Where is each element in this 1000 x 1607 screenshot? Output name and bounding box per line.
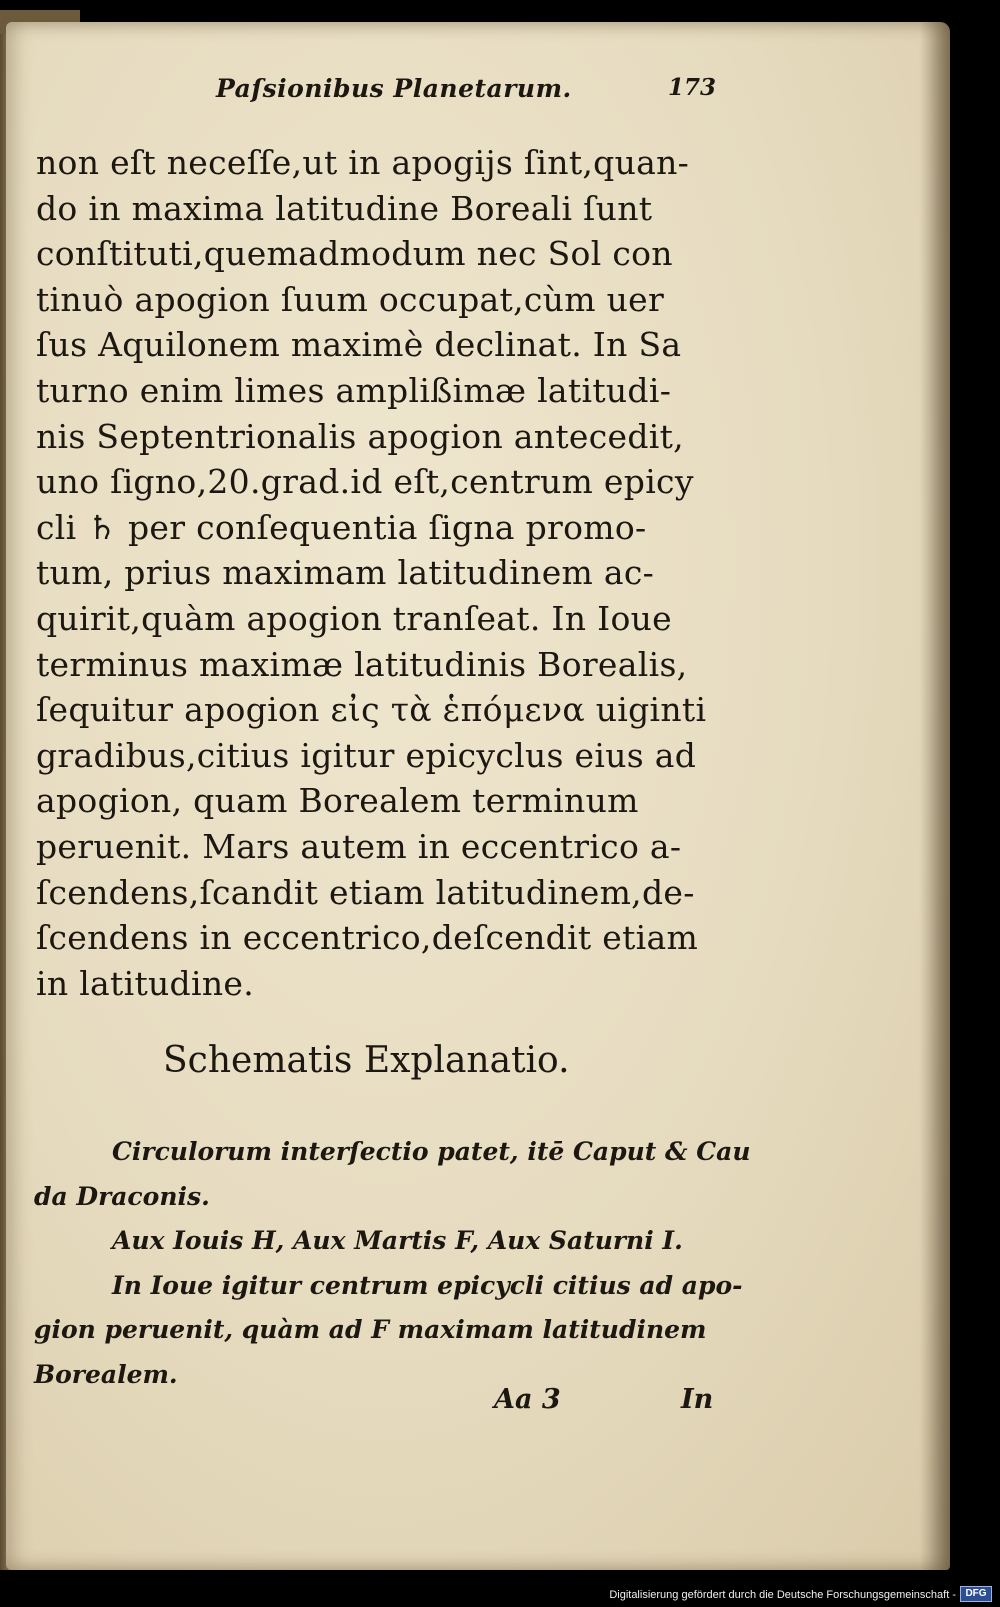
section-heading: Schematis Explanatio. bbox=[163, 1040, 570, 1081]
catchword: In bbox=[681, 1384, 714, 1415]
text-line: turno enim limes amplißimæ latitudi- bbox=[36, 370, 672, 410]
caption-line: Aux Iouis H, Aux Martis F, Aux Saturni I. bbox=[112, 1226, 683, 1255]
text-line: quirit,quàm apogion tranſeat. In Ioue bbox=[36, 598, 672, 638]
text-line: ſcendens,ſcandit etiam latitudinem,de- bbox=[36, 872, 695, 912]
text-line: uno ſigno,20.grad.id eſt,centrum epicy bbox=[36, 462, 694, 502]
caption-line: Borealem. bbox=[34, 1359, 178, 1389]
dfg-logo-icon: DFG bbox=[960, 1586, 992, 1602]
caption-line: In Ioue igitur centrum epicycli citius ad apo- bbox=[112, 1270, 743, 1300]
footer-bar bbox=[0, 1577, 1000, 1607]
text-line: ſequitur apogion εἰς τὰ ἑπόμενα uiginti bbox=[36, 690, 707, 730]
folio-number: 173 bbox=[668, 74, 717, 101]
book-page bbox=[6, 22, 950, 1570]
text-line: terminus maximæ latitudinis Borealis, bbox=[36, 644, 688, 684]
text-line: apogion, quam Borealem terminum bbox=[36, 781, 639, 821]
text-line: non eſt neceſſe,ut in apogijs ſint,quan- bbox=[36, 143, 690, 182]
text-line: tum, prius maximam latitudinem ac- bbox=[36, 553, 655, 593]
text-line: tinuò apogion ſuum occupat,cùm uer bbox=[36, 279, 665, 319]
text-line: nis Septentrionalis apogion antecedit, bbox=[36, 416, 684, 456]
text-line: do in maxima latitudine Boreali ſunt bbox=[36, 188, 653, 228]
caption-line: gion peruenit, quàm ad F maximam latitudinem bbox=[34, 1315, 707, 1344]
body-text bbox=[36, 140, 736, 1006]
text-line: peruenit. Mars autem in eccentrico a- bbox=[36, 826, 682, 866]
text-line: ſus Aquilonem maximè declinat. In Sa bbox=[36, 325, 682, 365]
text-line: conſtituti,quemadmodum nec Sol con bbox=[36, 234, 673, 274]
signature-mark: Aa 3 bbox=[494, 1384, 561, 1415]
text-line: cli ♄ per conſequentia ſigna promo- bbox=[36, 507, 647, 547]
caption-line: Circulorum interſectio patet, itē Caput & Cau bbox=[112, 1137, 751, 1166]
text-line: ſcendens in eccentrico,deſcendit etiam bbox=[36, 918, 699, 958]
caption-line: da Draconis. bbox=[34, 1181, 210, 1211]
page-shadow bbox=[920, 22, 950, 1570]
running-head: Paſsionibus Planetarum. bbox=[216, 74, 572, 103]
text-line: in latitudine. bbox=[36, 963, 255, 1003]
text-line: gradibus,citius igitur epicyclus eius ad bbox=[36, 735, 697, 775]
funding-note: Digitalisierung gefördert durch die Deutsche Forschungsgemeinschaft - bbox=[609, 1589, 956, 1601]
figure-explanation bbox=[34, 1130, 751, 1397]
